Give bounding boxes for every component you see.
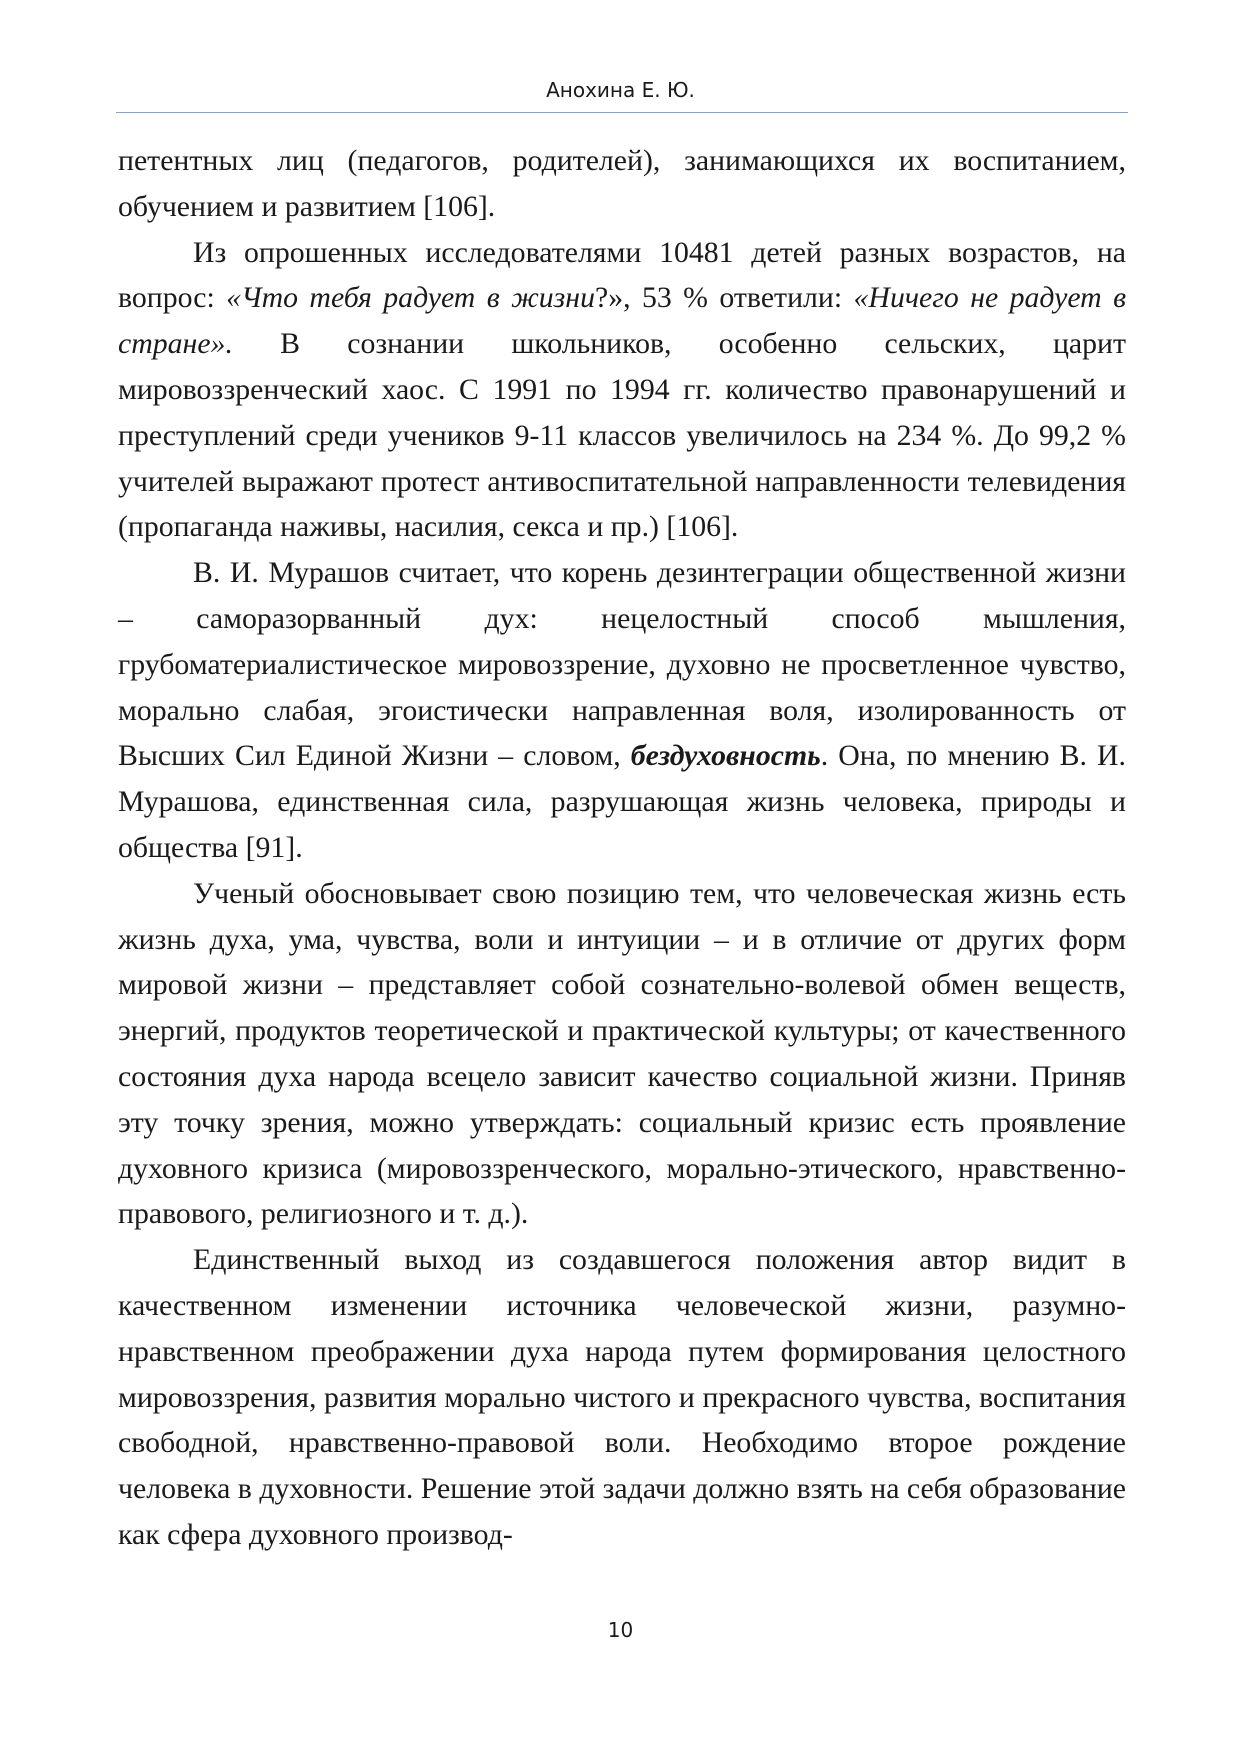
- emphasis-bold-italic: бездуховность: [630, 739, 821, 773]
- paragraph: Ученый обосновывает свою позицию тем, что человеческая жизнь есть жизнь духа, ума, чувства, воли и интуиции – и в отличие от других форм мировой жизни – представляет собой сознательно-волевой обмен веществ, энергий, продуктов теоретической и практической культуры; от качественного состояния духа народа всецело зависит качество социальной жизни. Приняв эту точку зрения, можно утверждать: социальный кризис есть проявление духовного кризиса (мировоззренческого, морально-этического, нравственно-правового, религиозного и т. д.).: [118, 876, 1126, 1231]
- text-run: . Она, по мнению В. И. Мурашова, единственная сила, разрушающая жизнь человека, природы и общества [91].: [118, 739, 1126, 864]
- text-run: В. И. Мурашов считает, что корень дезинтеграции общественной жизни – саморазорванный дух: нецелостный способ мышления, грубоматериалистическое мировоззрение, духовно не просветленное чувство, морально слабая, эгоистически направленная воля, изолированность от Высших Сил Единой Жизни – словом,: [118, 556, 1126, 773]
- paragraph: [118, 550, 1126, 871]
- running-head: Анохина Е. Ю.: [546, 78, 695, 102]
- text-run: Из опрошенных исследователями 10481 детей разных возрастов, на вопрос:: [118, 235, 1126, 315]
- paragraph: Единственный выход из создавшегося положения автор видит в качественном изменении источника человеческой жизни, разумно-нравственном преображении духа народа путем формирования целостного мировоззрения, развития морально чистого и прекрасного чувства, воспитания свободной, нравственно-правовой воли. Необходимо второе рождение человека в духовности. Решение этой задачи должно взять на себя образование как сфера духовного производ-: [118, 1243, 1126, 1551]
- paragraph: [118, 230, 1126, 551]
- quote-italic: «Ничего не радует в стране».: [118, 281, 1127, 361]
- text-run: В сознании школьников, особенно сельских, царит мировоззренческий хаос. С 1991 по 1994 гг. количество правонарушений и преступлений среди учеников 9-11 классов увеличилось на 234 %. До 99,2 % учителей выражают протест антивоспитательной направленности телевидения (пропаганда наживы, насилия, секса и пр.) [106].: [118, 327, 1126, 544]
- paragraph: петентных лиц (педагогов, родителей), занимающихся их воспитанием, обучением и развитием [106].: [118, 144, 1126, 223]
- body-text: [118, 138, 1126, 1558]
- page-number: 10: [607, 1618, 634, 1642]
- text-run: ?», 53 % ответили:: [595, 281, 854, 315]
- header-rule: [116, 112, 1128, 113]
- quote-italic: «Что тебя радует в жизни: [226, 281, 595, 315]
